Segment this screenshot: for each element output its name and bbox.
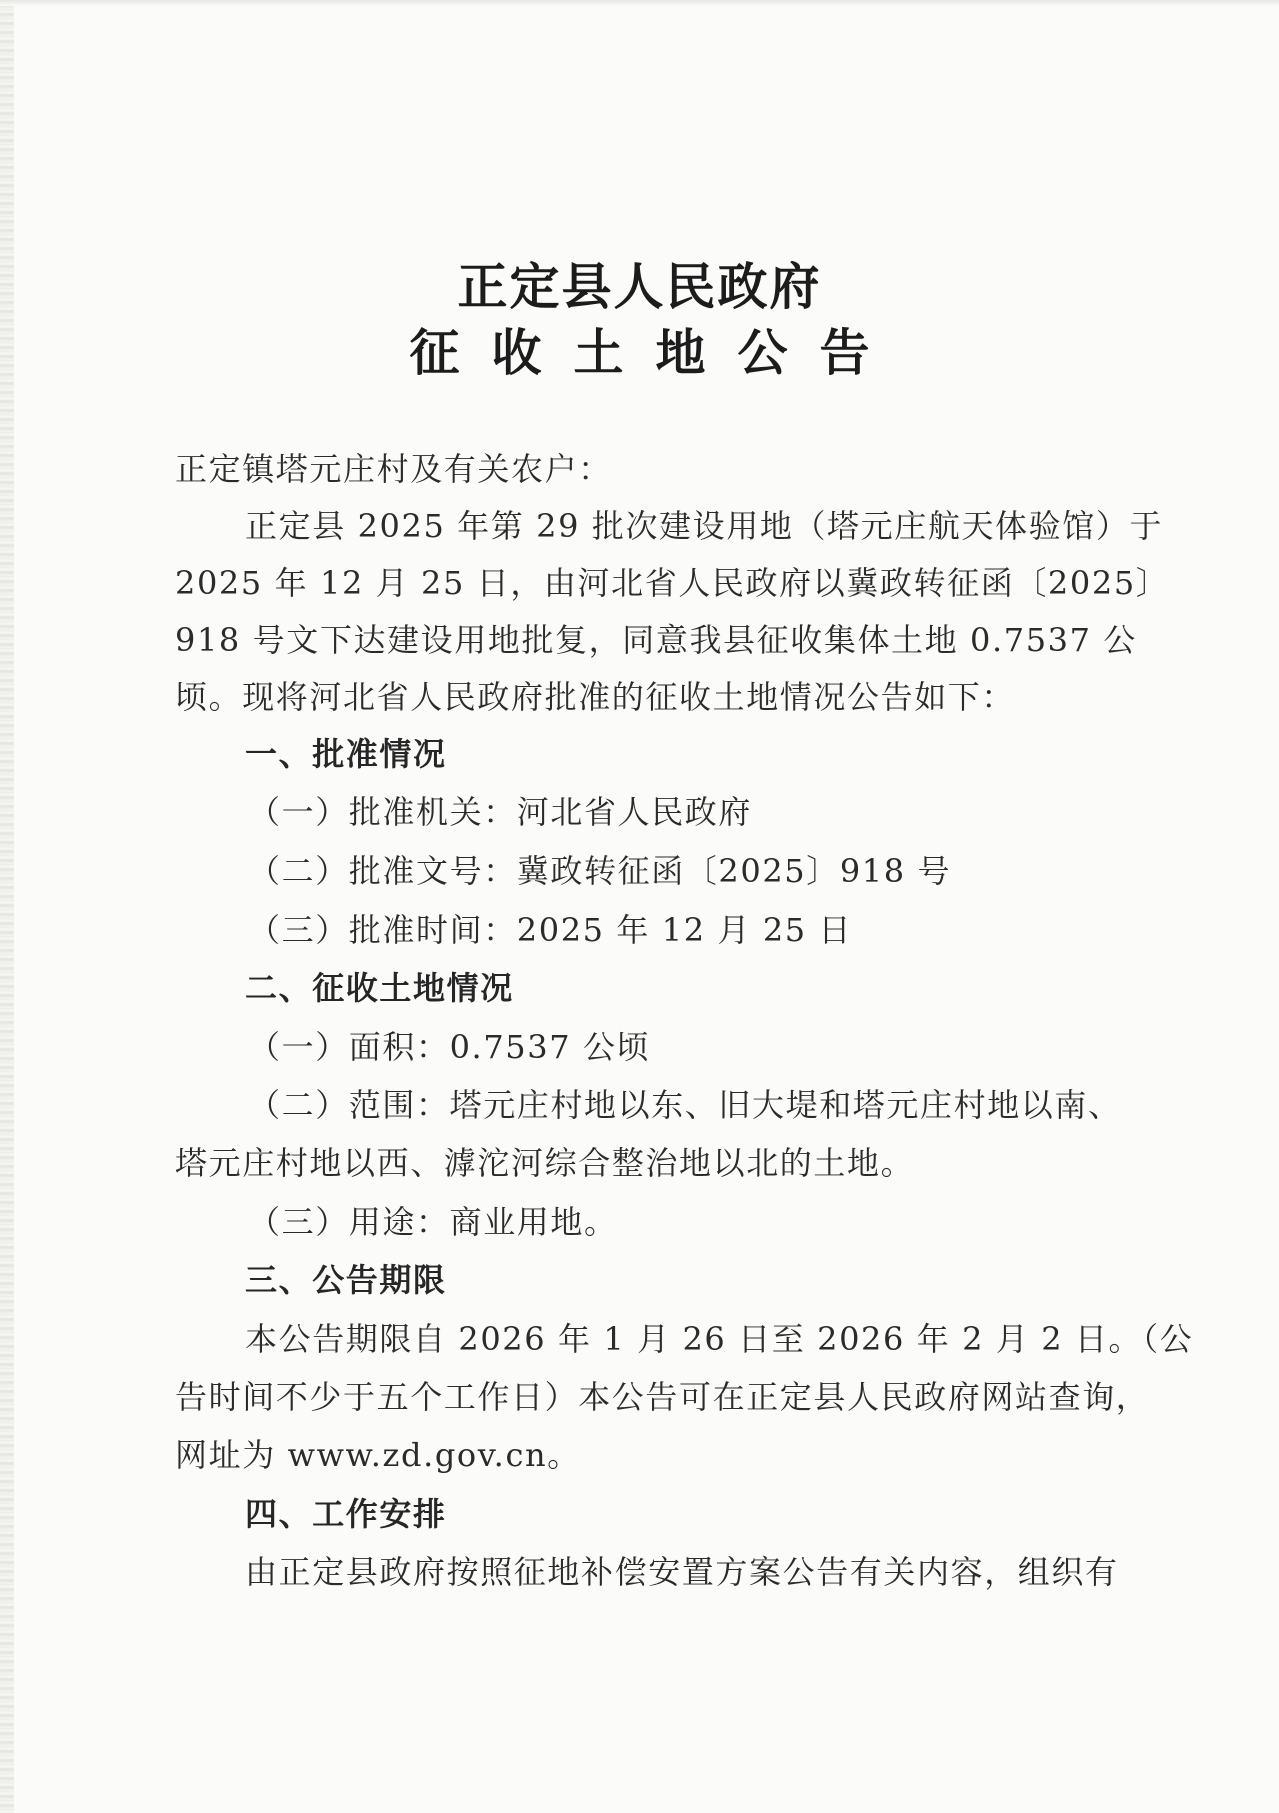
intro-line-4: 顷。现将河北省人民政府批准的征收土地情况公告如下： [175,678,1016,716]
section-heading-land: 二、征收土地情况 [245,969,514,1007]
intro-line-2: 2025 年 12 月 25 日，由河北省人民政府以冀政转征函〔2025〕 [175,564,1170,602]
land-use: （三）用途：商业用地。 [248,1203,618,1241]
approval-document-number: （二）批准文号：冀政转征函〔2025〕918 号 [248,852,952,890]
section-heading-period: 三、公告期限 [245,1261,447,1299]
period-line-3: 网址为 www.zd.gov.cn。 [175,1436,581,1474]
land-scope-line-1: （二）范围：塔元庄村地以东、旧大堤和塔元庄村地以南、 [248,1086,1122,1124]
land-scope-line-2: 塔元庄村地以西、滹沱河综合整治地以北的土地。 [175,1144,915,1182]
salutation: 正定镇塔元庄村及有关农户： [175,450,612,488]
scan-top-shadow [0,0,1279,6]
period-line-1: 本公告期限自 2026 年 1 月 26 日至 2026 年 2 月 2 日。（公 [245,1320,1194,1358]
intro-line-3: 918 号文下达建设用地批复，同意我县征收集体土地 0.7537 公 [175,621,1137,659]
section-heading-arrangement: 四、工作安排 [245,1495,447,1533]
period-line-2: 告时间不少于五个工作日）本公告可在正定县人民政府网站查询， [175,1378,1150,1416]
intro-line-1: 正定县 2025 年第 29 批次建设用地（塔元庄航天体验馆）于 [245,507,1164,545]
land-area: （一）面积：0.7537 公顷 [248,1028,651,1066]
approval-authority: （一）批准机关：河北省人民政府 [248,793,753,831]
section-heading-approval: 一、批准情况 [245,735,447,773]
approval-date: （三）批准时间：2025 年 12 月 25 日 [248,911,853,949]
document-title-issuer: 正定县人民政府 [457,257,822,316]
document-title-subject: 征收土地公告 [409,323,902,382]
arrangement-line-1: 由正定县政府按照征地补偿安置方案公告有关内容，组织有 [245,1553,1119,1591]
